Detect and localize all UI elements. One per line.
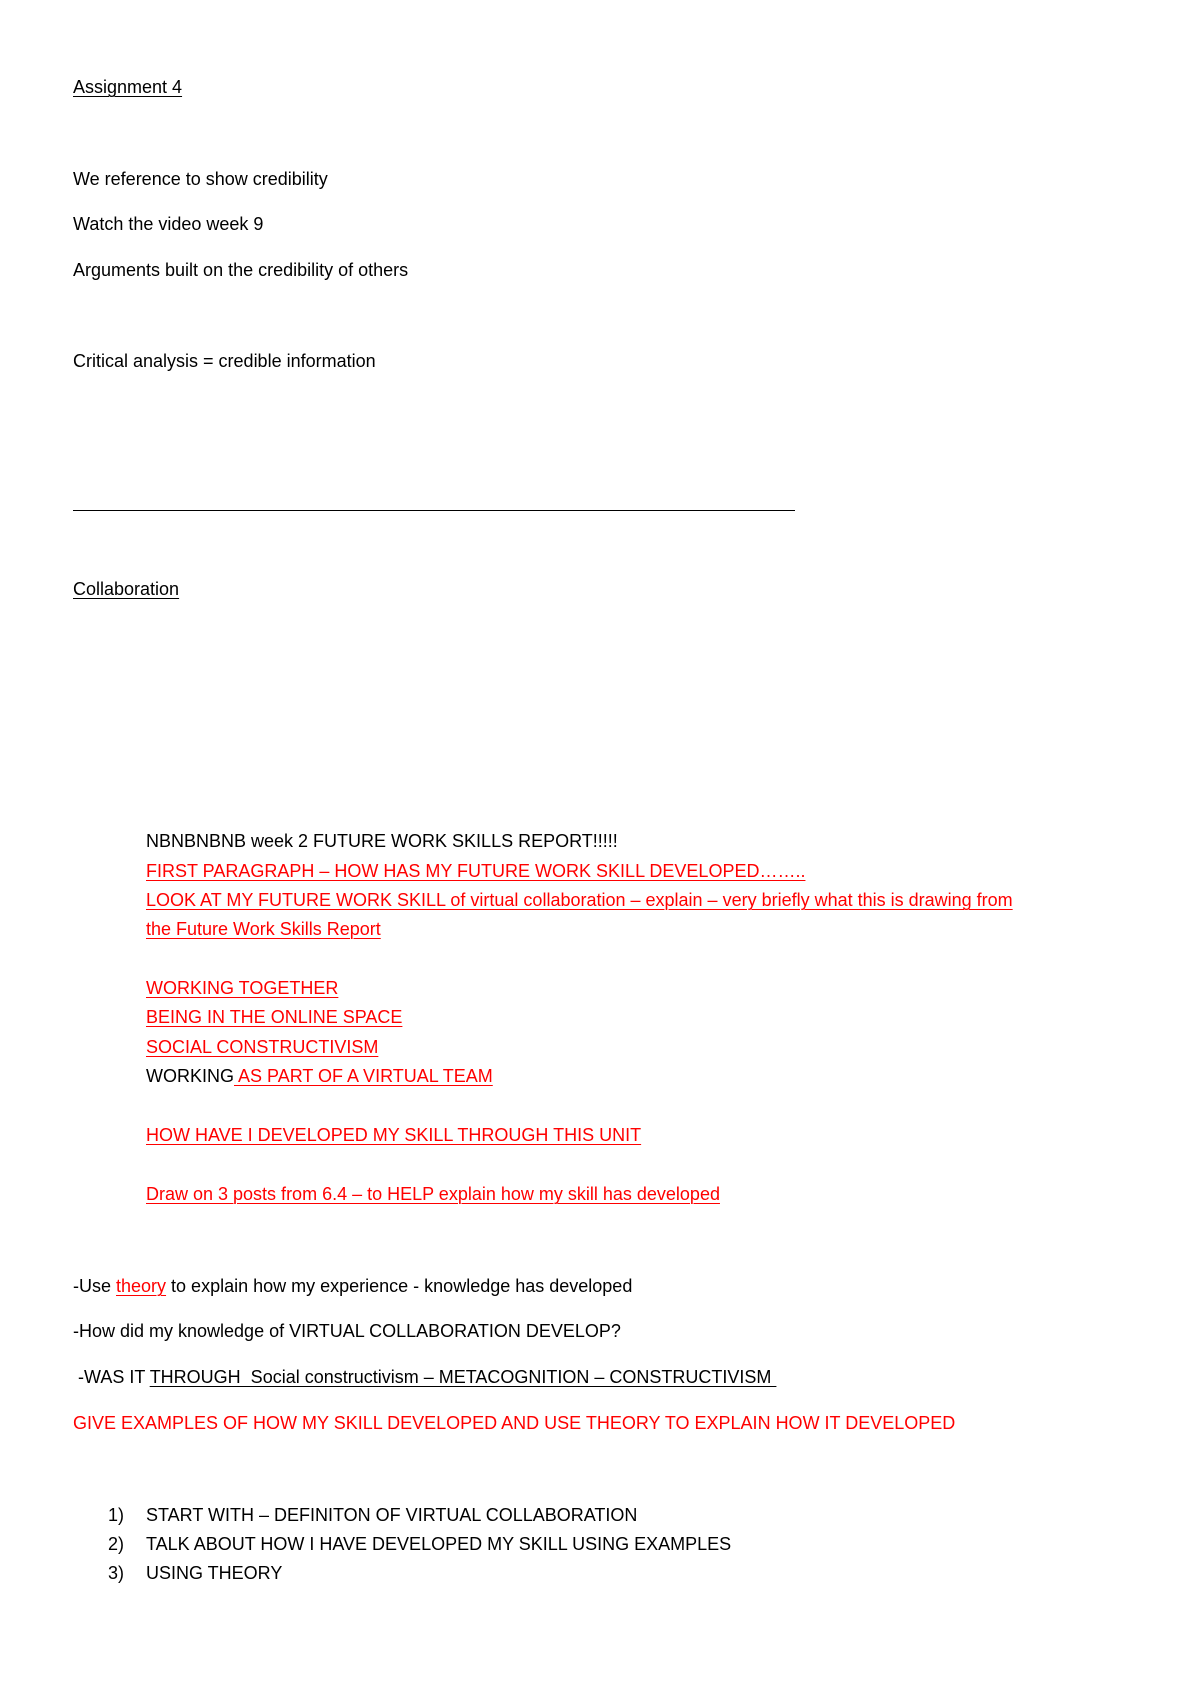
theories-underlined: THROUGH Social constructivism – METACOGNITION – CONSTRUCTIVISM bbox=[149, 1367, 777, 1387]
topic-virtual-team bbox=[146, 1065, 493, 1087]
note-line-3: Arguments built on the credibility of others bbox=[73, 260, 409, 280]
topic-working-together: WORKING TOGETHER bbox=[146, 978, 339, 998]
use-prefix: -Use bbox=[73, 1276, 117, 1296]
list-text: START WITH – DEFINITON OF VIRTUAL COLLABORATION bbox=[146, 1505, 638, 1525]
list-item bbox=[108, 1533, 731, 1555]
topic-social-constructivism: SOCIAL CONSTRUCTIVISM bbox=[146, 1037, 379, 1057]
list-item bbox=[108, 1562, 282, 1584]
list-number: 2) bbox=[108, 1534, 125, 1554]
critical-analysis-line: Critical analysis = credible information bbox=[73, 351, 376, 371]
list-number: 3) bbox=[108, 1563, 125, 1583]
look-at-skill-line: LOOK AT MY FUTURE WORK SKILL of virtual collaboration – explain – very briefly what this is drawing from bbox=[146, 890, 1013, 910]
how-developed-line: HOW HAVE I DEVELOPED MY SKILL THROUGH THIS UNIT bbox=[146, 1125, 642, 1145]
was-it-prefix: -WAS IT bbox=[73, 1367, 150, 1387]
how-did-knowledge-line: -How did my knowledge of VIRTUAL COLLABORATION DEVELOP? bbox=[73, 1321, 621, 1341]
use-suffix: to explain how my experience - knowledge has developed bbox=[166, 1276, 633, 1296]
note-line-1: We reference to show credibility bbox=[73, 169, 328, 189]
theory-word: theory bbox=[116, 1276, 167, 1296]
list-text: TALK ABOUT HOW I HAVE DEVELOPED MY SKILL USING EXAMPLES bbox=[146, 1534, 732, 1554]
give-examples-line: GIVE EXAMPLES OF HOW MY SKILL DEVELOPED AND USE THEORY TO EXPLAIN HOW IT DEVELOPED bbox=[73, 1413, 956, 1433]
future-work-report-line: the Future Work Skills Report bbox=[146, 919, 381, 939]
nb-reminder-line: NBNBNBNB week 2 FUTURE WORK SKILLS REPORT!!!!! bbox=[146, 831, 618, 851]
working-word: WORKING bbox=[146, 1066, 234, 1086]
first-paragraph-line: FIRST PARAGRAPH – HOW HAS MY FUTURE WORK SKILL DEVELOPED…….. bbox=[146, 861, 806, 881]
note-line-2: Watch the video week 9 bbox=[73, 214, 264, 234]
horizontal-divider bbox=[73, 510, 795, 511]
topic-online-space: BEING IN THE ONLINE SPACE bbox=[146, 1007, 403, 1027]
list-text: USING THEORY bbox=[146, 1563, 283, 1583]
use-theory-line bbox=[73, 1275, 632, 1297]
assignment-title: Assignment 4 bbox=[73, 77, 183, 97]
list-item bbox=[108, 1504, 637, 1526]
collaboration-heading: Collaboration bbox=[73, 579, 180, 599]
virtual-team-text: AS PART OF A VIRTUAL TEAM bbox=[234, 1066, 493, 1086]
list-number: 1) bbox=[108, 1505, 125, 1525]
draw-on-posts-line: Draw on 3 posts from 6.4 – to HELP explain how my skill has developed bbox=[146, 1184, 720, 1204]
was-it-through-line bbox=[73, 1366, 776, 1388]
